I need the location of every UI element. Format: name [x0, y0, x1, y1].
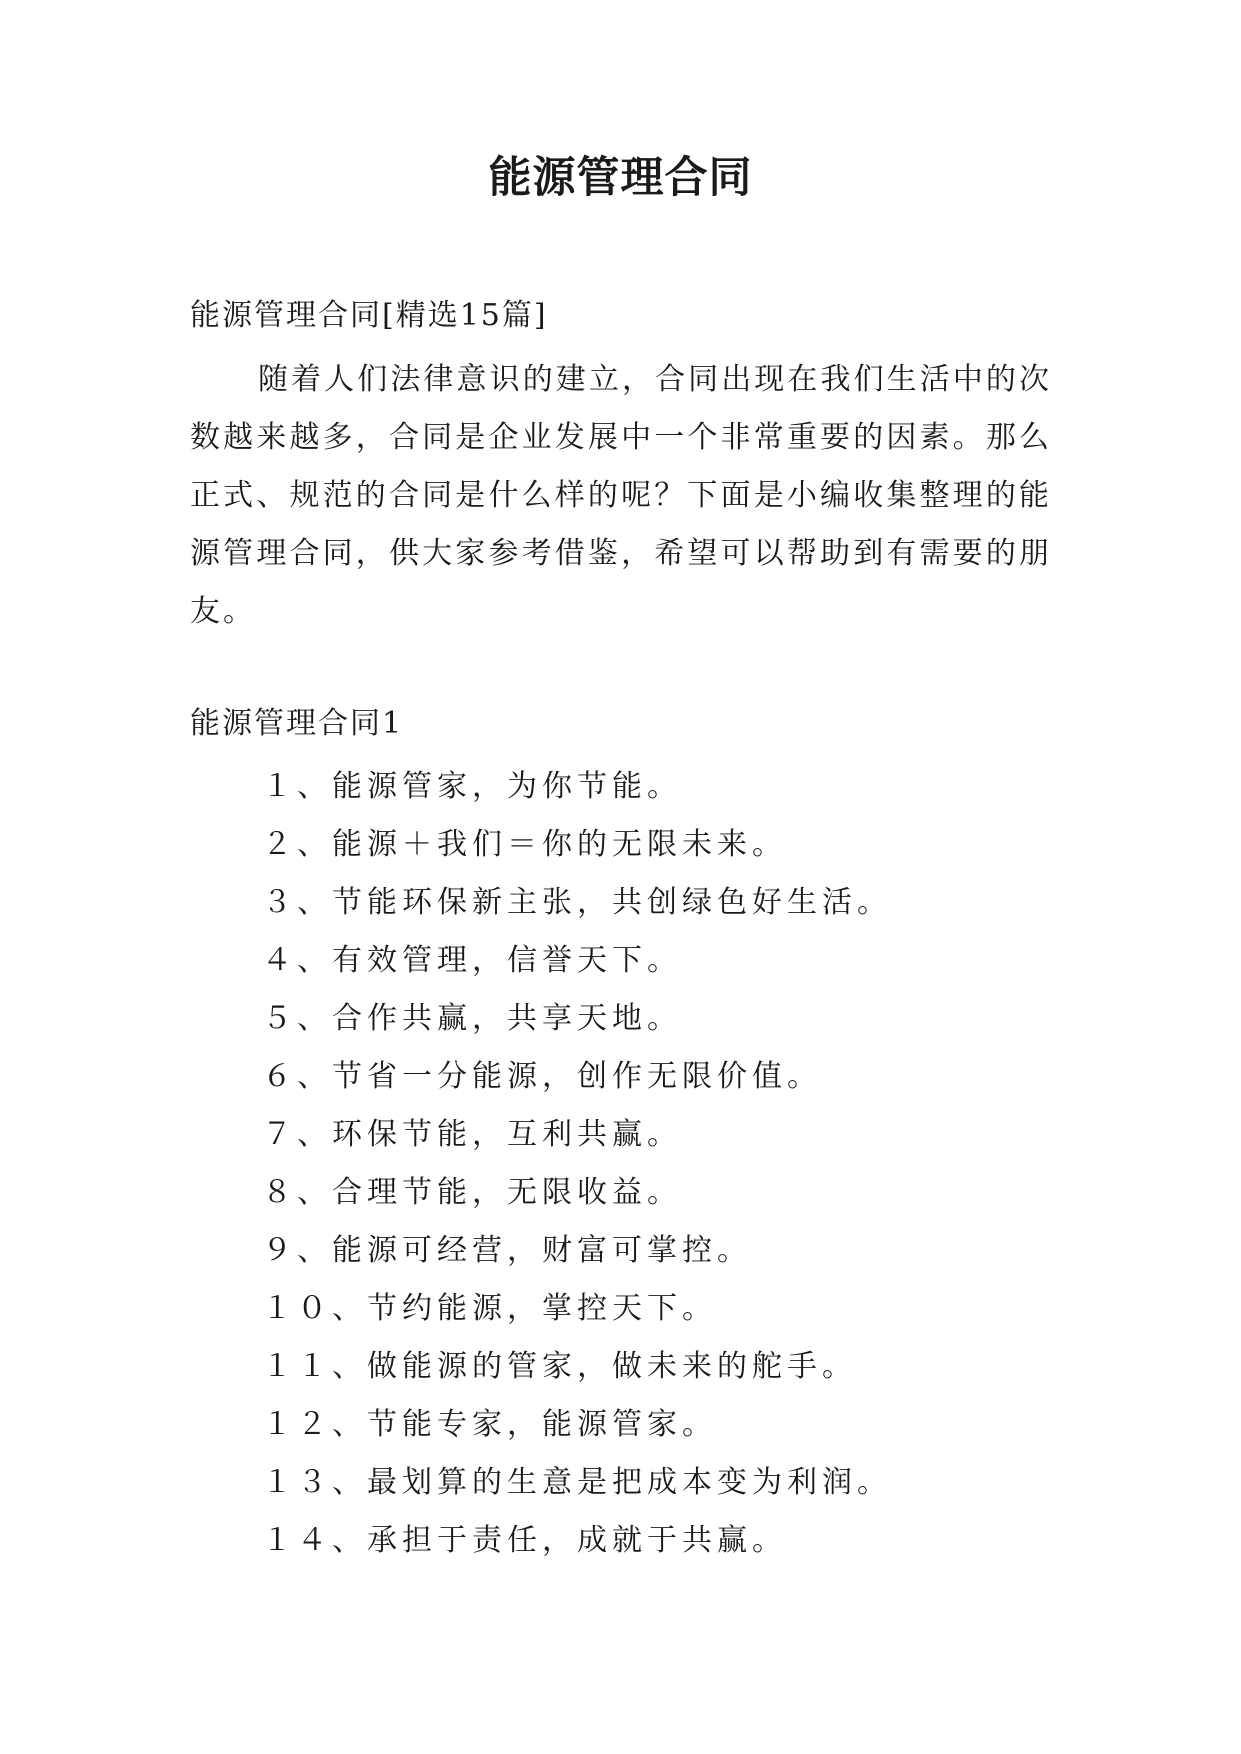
slogan-item: ７、环保节能，互利共赢。: [262, 1117, 682, 1152]
slogan-item: ８、合理节能，无限收益。: [262, 1175, 682, 1210]
intro-paragraph: 随着人们法律意识的建立，合同出现在我们生活中的次数越来越多，合同是企业发展中一个非常重要的因素。那么正式、规范的合同是什么样的呢？下面是小编收集整理的能源管理合同，供大家参考借鉴，希望可以帮助到有需要的朋友。: [190, 362, 1052, 629]
section-heading: 能源管理合同1: [190, 706, 404, 741]
slogan-item: １２、节能专家，能源管家。: [262, 1407, 717, 1442]
document-title: 能源管理合同: [488, 153, 753, 203]
slogan-item: １０、节约能源，掌控天下。: [262, 1291, 717, 1326]
slogan-item: ２、能源＋我们＝你的无限未来。: [262, 827, 787, 862]
slogan-item: １３、最划算的生意是把成本变为利润。: [262, 1465, 892, 1500]
slogan-item: １１、做能源的管家，做未来的舵手。: [262, 1349, 857, 1384]
slogan-item: ９、能源可经营，财富可掌控。: [262, 1233, 752, 1268]
slogan-list: [262, 758, 892, 1570]
slogan-item: １、能源管家，为你节能。: [262, 769, 682, 804]
document-subtitle: 能源管理合同[精选15篇]: [190, 298, 548, 333]
slogan-item: ６、节省一分能源，创作无限价值。: [262, 1059, 822, 1094]
slogan-item: ４、有效管理，信誉天下。: [262, 943, 682, 978]
slogan-item: １４、承担于责任，成就于共赢。: [262, 1523, 787, 1558]
slogan-item: ５、合作共赢，共享天地。: [262, 1001, 682, 1036]
slogan-item: ３、节能环保新主张，共创绿色好生活。: [262, 885, 892, 920]
